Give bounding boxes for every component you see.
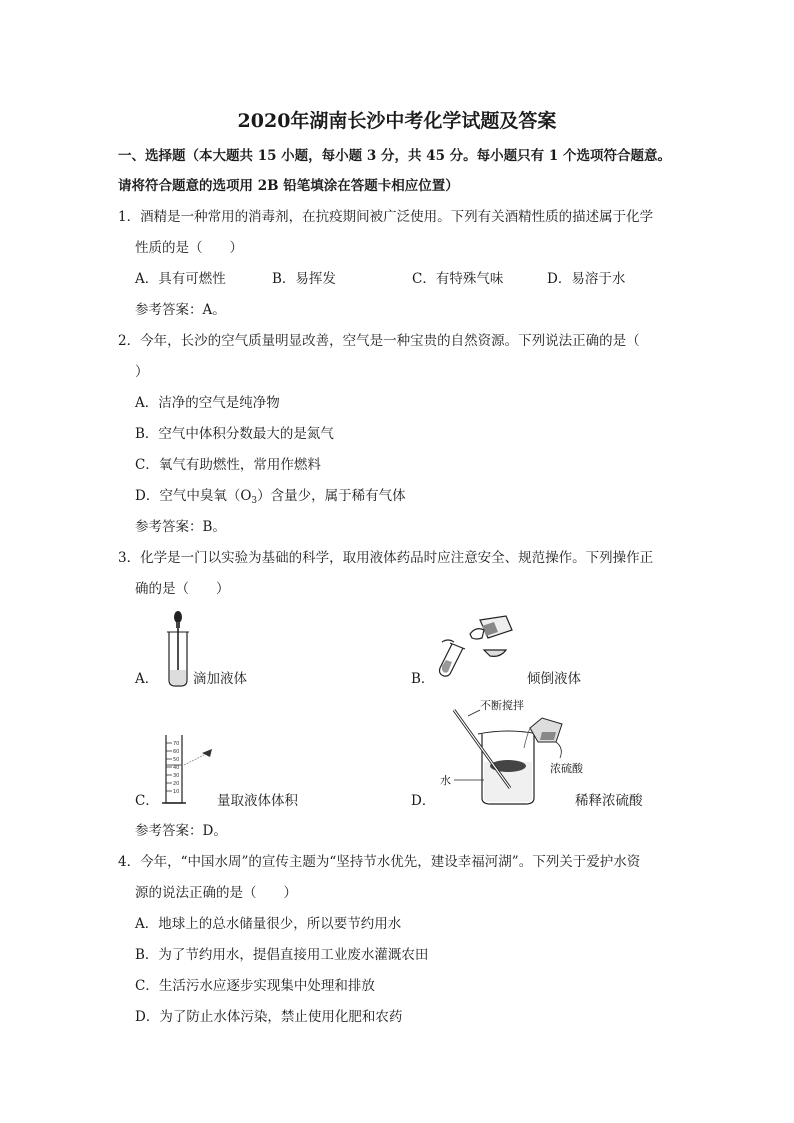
q1-stem-line1: 1．酒精是一种常用的消毒剂，在抗疫期间被广泛使用。下列有关酒精性质的描述属于化学 xyxy=(118,209,654,225)
q2-stem-line2: ） xyxy=(135,364,149,380)
q2-option-a: A．洁净的空气是纯净物 xyxy=(135,395,280,411)
q4-option-b: B．为了节约用水，提倡直接用工业废水灌溉农田 xyxy=(135,947,429,963)
graduated-cylinder-figure xyxy=(160,733,220,808)
dilute-sulfuric-acid-figure xyxy=(438,698,598,808)
stir-label: 不断搅拌 xyxy=(480,699,524,712)
cylinder-tick-label: 60 xyxy=(173,749,180,755)
page-title: 2020年湖南长沙中考化学试题及答案 xyxy=(237,110,557,132)
q1-option-a: A．具有可燃性 xyxy=(135,271,226,287)
section-heading-line2: 请将符合题意的选项用 2B 铅笔填涂在答题卡相应位置） xyxy=(118,178,459,194)
cylinder-tick-label: 50 xyxy=(173,757,180,763)
cylinder-tick-label: 10 xyxy=(173,789,180,795)
pouring-liquid-figure xyxy=(432,612,522,687)
cylinder-tick-label: 20 xyxy=(173,781,180,787)
q2-option-c: C．氧气有助燃性，常用作燃料 xyxy=(135,457,321,473)
section-heading-line1: 一、选择题（本大题共 15 小题，每小题 3 分，共 45 分。每小题只有 1 个选项符合题意。 xyxy=(118,148,671,164)
q4-option-a: A．地球上的总水储量很少，所以要节约用水 xyxy=(135,916,402,932)
q3-option-d-letter: D． xyxy=(411,793,436,809)
acid-label: 浓硫酸 xyxy=(550,762,583,775)
q1-option-d: D．易溶于水 xyxy=(547,271,626,287)
q4-stem-line2: 源的说法正确的是（ ） xyxy=(135,885,297,901)
q4-option-d: D．为了防止水体污染，禁止使用化肥和农药 xyxy=(135,1009,403,1025)
cylinder-tick-label: 70 xyxy=(173,741,180,747)
q3-option-a-letter: A． xyxy=(135,671,159,687)
q3-stem-line2: 确的是（ ） xyxy=(135,581,230,597)
q2-option-b: B．空气中体积分数最大的是氮气 xyxy=(135,426,334,442)
q1-option-c: C．有特殊气味 xyxy=(412,271,504,287)
q3-option-b-label: 倾倒液体 xyxy=(527,671,581,687)
q2-answer: 参考答案：B。 xyxy=(135,519,226,535)
q4-option-c: C．生活污水应逐步实现集中处理和排放 xyxy=(135,978,375,994)
water-label: 水 xyxy=(440,774,451,787)
q2-option-d: D．空气中臭氧$(O_3)$含量少，属于稀有气体 xyxy=(135,488,406,506)
q1-option-b: B．易挥发 xyxy=(272,271,336,287)
q2-stem-line1: 2．今年，长沙的空气质量明显改善，空气是一种宝贵的自然资源。下列说法正确的是（ xyxy=(118,333,640,349)
q3-option-d-label: 稀释浓硫酸 xyxy=(575,793,643,809)
q4-stem-line1: 4．今年，“中国水周”的宣传主题为“坚持节水优先，建设幸福河湖”。下列关于爱护水资 xyxy=(118,854,641,870)
q3-option-c-label: 量取液体体积 xyxy=(217,793,298,809)
q3-option-b-letter: B． xyxy=(411,671,435,687)
q3-option-c-letter: C． xyxy=(135,793,159,809)
q3-answer: 参考答案：D。 xyxy=(135,823,227,839)
q3-stem-line1: 3．化学是一门以实验为基础的科学，取用液体药品时应注意安全、规范操作。下列操作正 xyxy=(118,550,654,566)
q1-stem-line2: 性质的是（ ） xyxy=(135,240,243,256)
cylinder-tick-label: 40 xyxy=(173,765,180,771)
q1-answer: 参考答案：A。 xyxy=(135,302,226,318)
cylinder-tick-label: 30 xyxy=(173,773,180,779)
q3-option-a-label: 滴加液体 xyxy=(193,671,247,687)
